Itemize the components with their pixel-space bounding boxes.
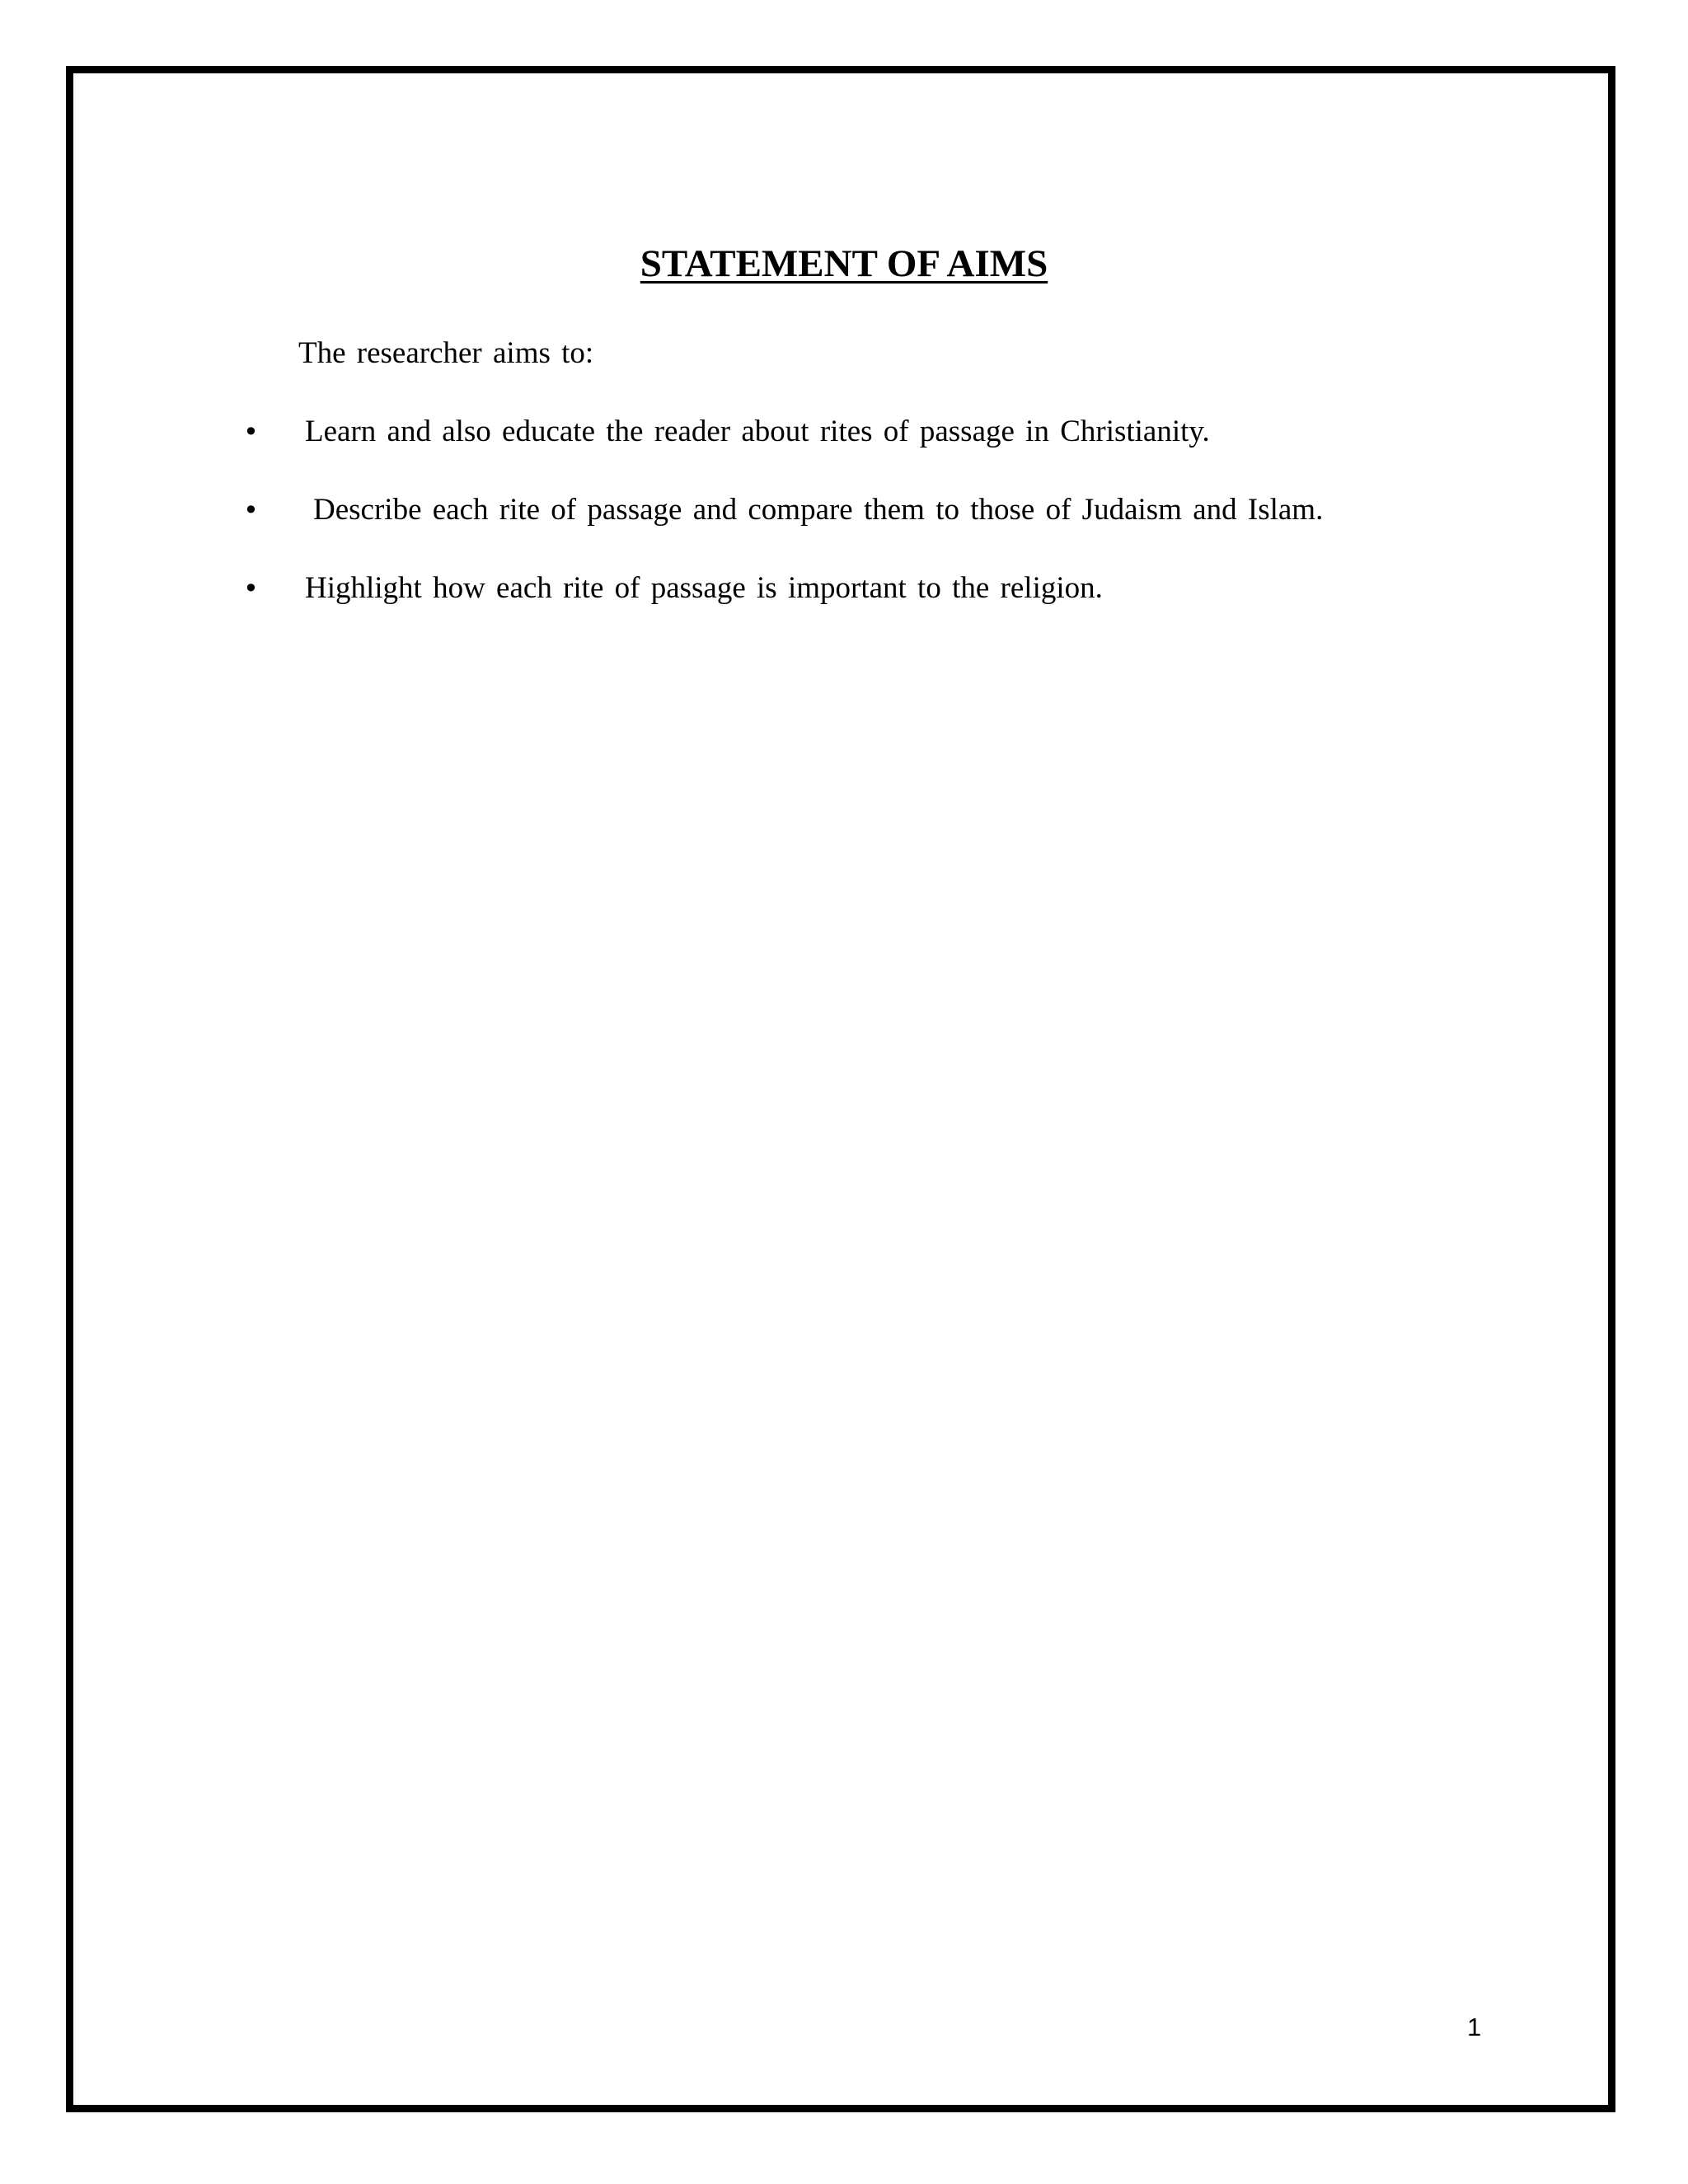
aim-item-learn: [243, 411, 1479, 452]
intro-text: The researcher aims to:: [298, 336, 594, 370]
page-number: 1: [1467, 2013, 1482, 2041]
page-title-text: STATEMENT OF AIMS: [640, 242, 1048, 285]
bullet-icon: •: [243, 573, 259, 604]
aim-text: Learn and also educate the reader about rites of passage in Christianity.: [305, 415, 1210, 448]
bullet-icon: •: [243, 416, 259, 448]
aim-text: Describe each rite of passage and compare them to those of Judaism and Islam.: [313, 493, 1324, 527]
aim-item-describe: [243, 490, 1479, 531]
page-title: [0, 239, 1688, 288]
bullet-icon: •: [243, 494, 259, 526]
aim-text: Highlight how each rite of passage is important to the religion.: [305, 571, 1103, 605]
aim-item-highlight: [243, 568, 1479, 609]
